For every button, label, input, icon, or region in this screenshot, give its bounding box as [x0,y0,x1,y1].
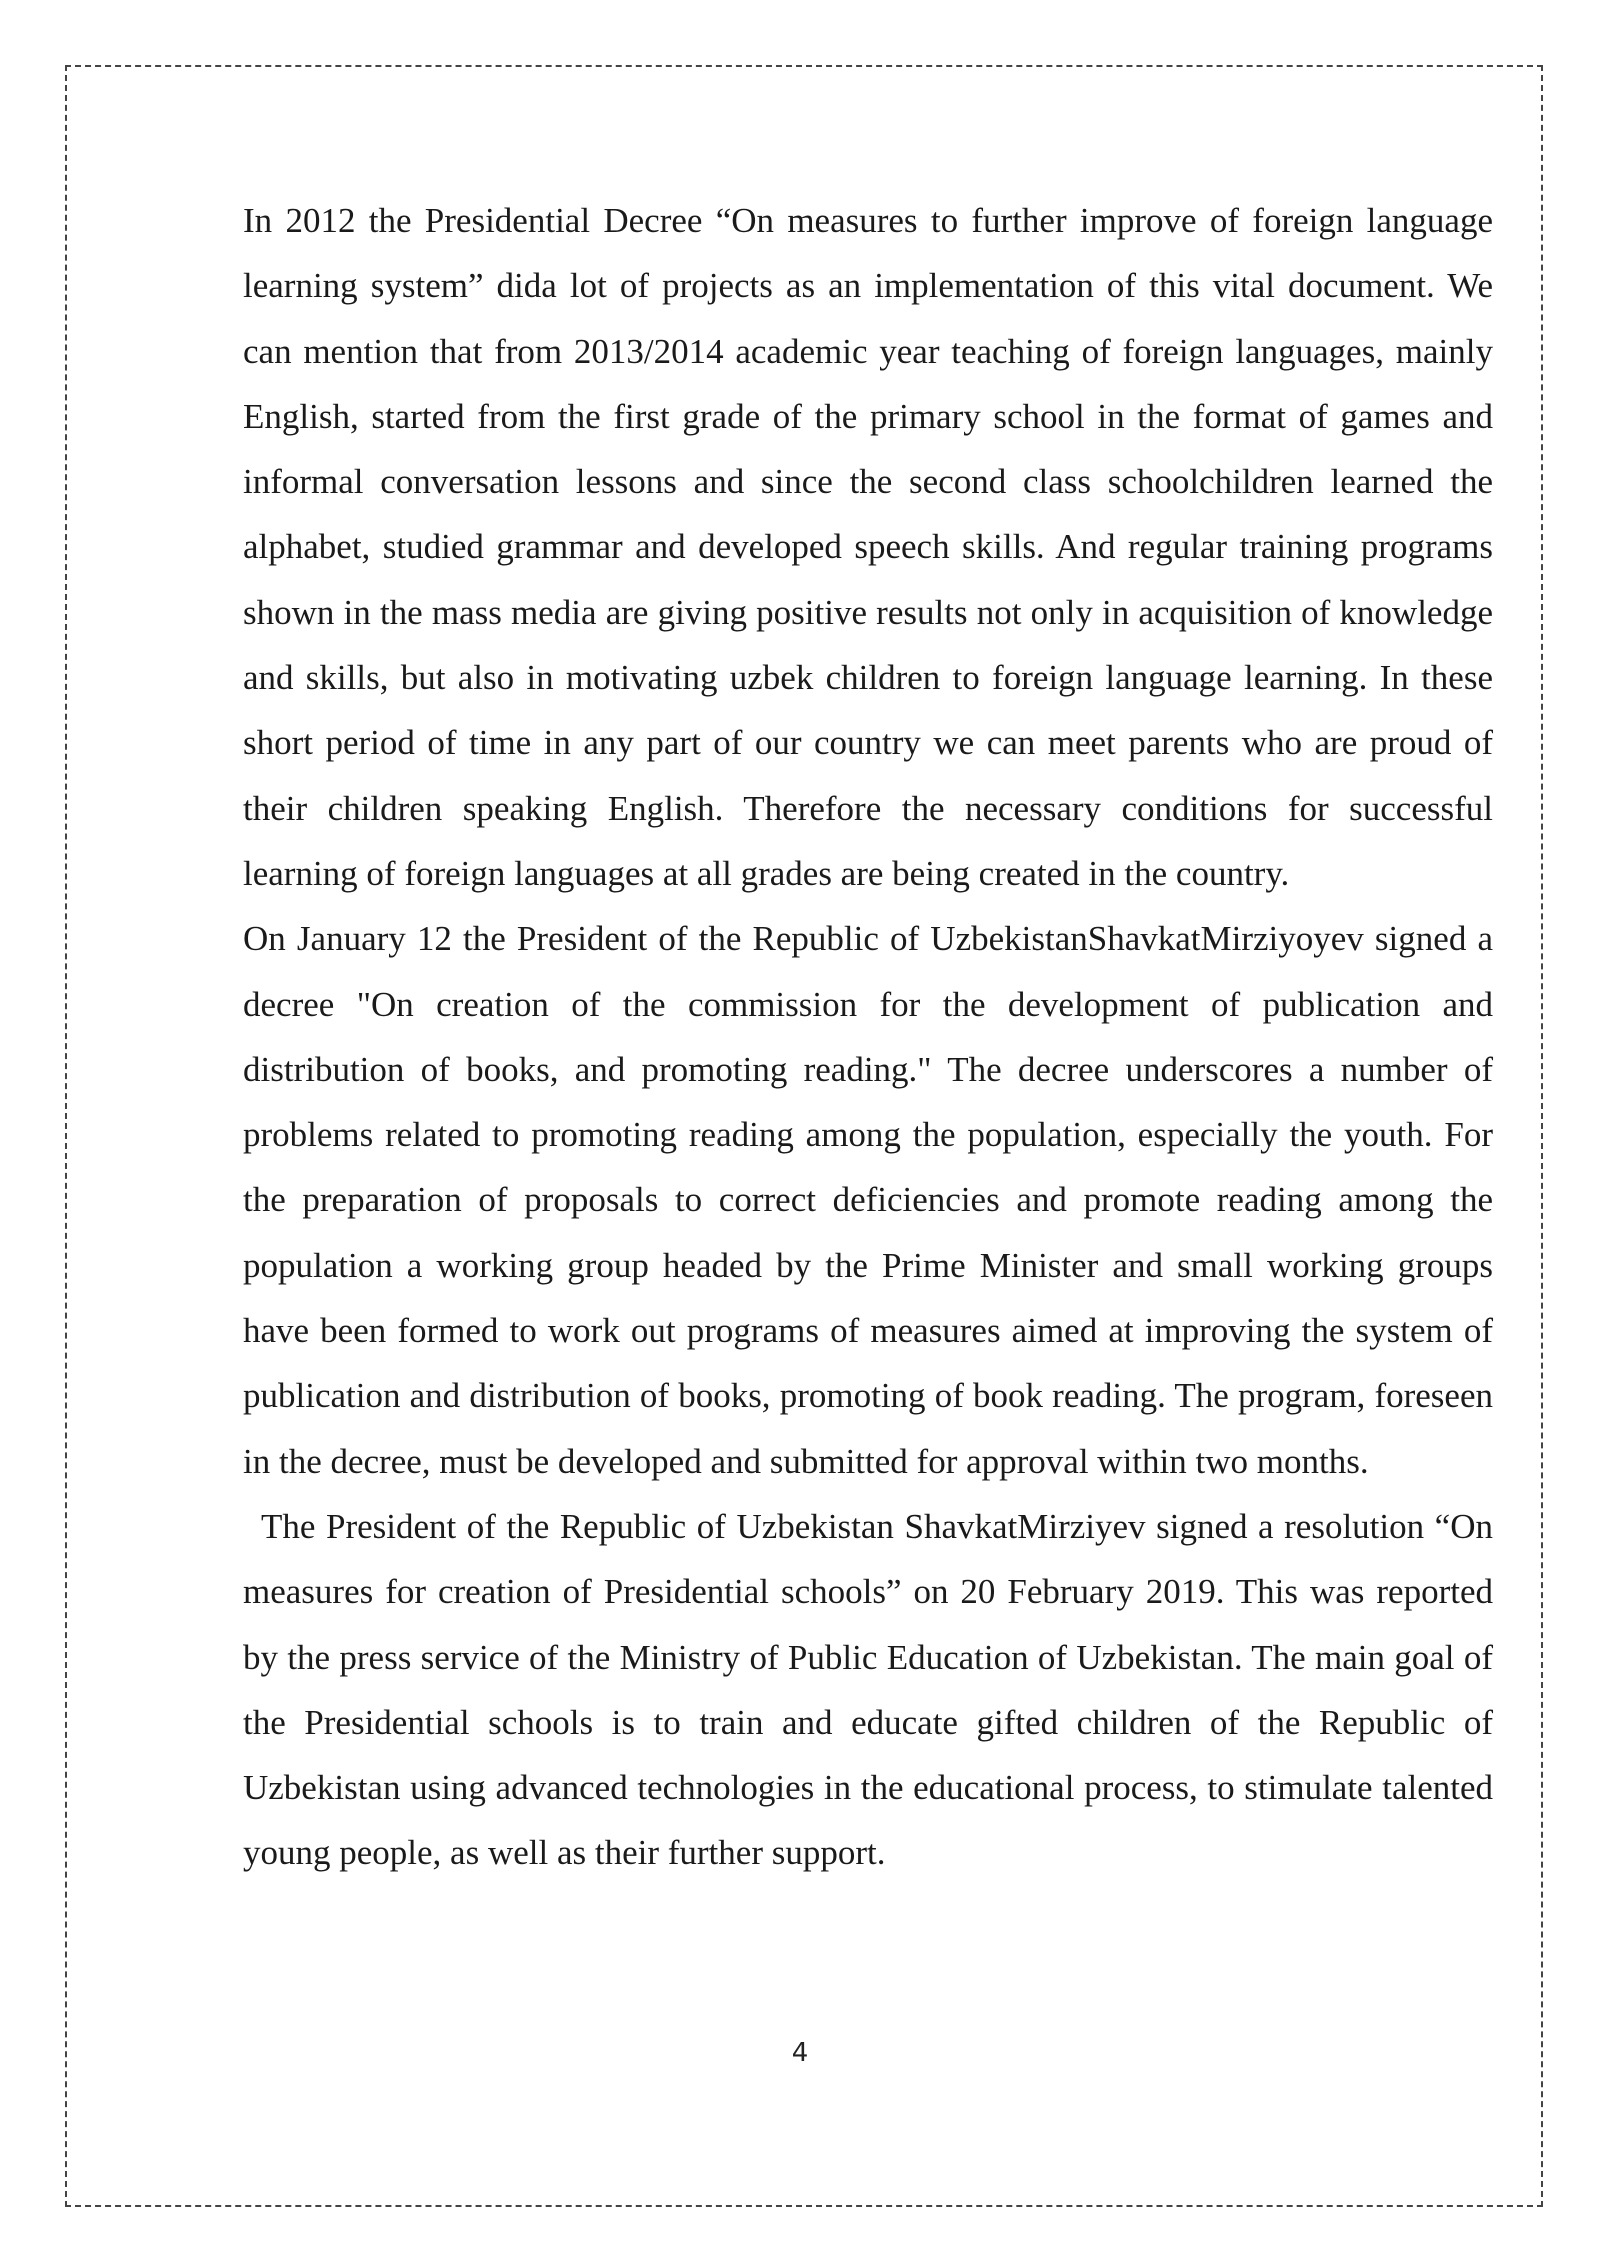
document-body [243,188,1493,1886]
paragraph-foreign-language-decree: In 2012 the Presidential Decree “On measures to further improve of foreign language learning system” dida lot of projects as an implementation of this vital document. We can mention that from 2013/2014 academic year teaching of foreign languages, mainly English, started from the first grade of the primary school in the format of games and informal conversation lessons and since the second class schoolchildren learned the alphabet, studied grammar and developed speech skills. And regular training programs shown in the mass media are giving positive results not only in acquisition of knowledge and skills, but also in motivating uzbek children to foreign language learning. In these short period of time in any part of our country we can meet parents who are proud of their children speaking English. Therefore the necessary conditions for successful learning of foreign languages at all grades are being created in the country. [243,201,1493,893]
page-number: 4 [791,2038,809,2068]
paragraph-presidential-schools: The President of the Republic of Uzbekistan ShavkatMirziyev signed a resolution “On measures for creation of Presidential schools” on 20 February 2019. This was reported by the press service of the Ministry of Public Education of Uzbekistan. The main goal of the Presidential schools is to train and educate gifted children of the Republic of Uzbekistan using advanced technologies in the educational process, to stimulate talented young people, as well as their further support. [243,1506,1493,1873]
paragraph-reading-commission-decree: On January 12 the President of the Republic of UzbekistanShavkatMirziyoyev signed a decree "On creation of the commission for the development of publication and distribution of books, and promoting reading." The decree underscores a number of problems related to promoting reading among the population, especially the youth. For the preparation of proposals to correct deficiencies and promote reading among the population a working group headed by the Prime Minister and small working groups have been formed to work out programs of measures aimed at improving the system of publication and distribution of books, promoting of book reading. The program, foreseen in the decree, must be developed and submitted for approval within two months. [243,919,1493,1481]
